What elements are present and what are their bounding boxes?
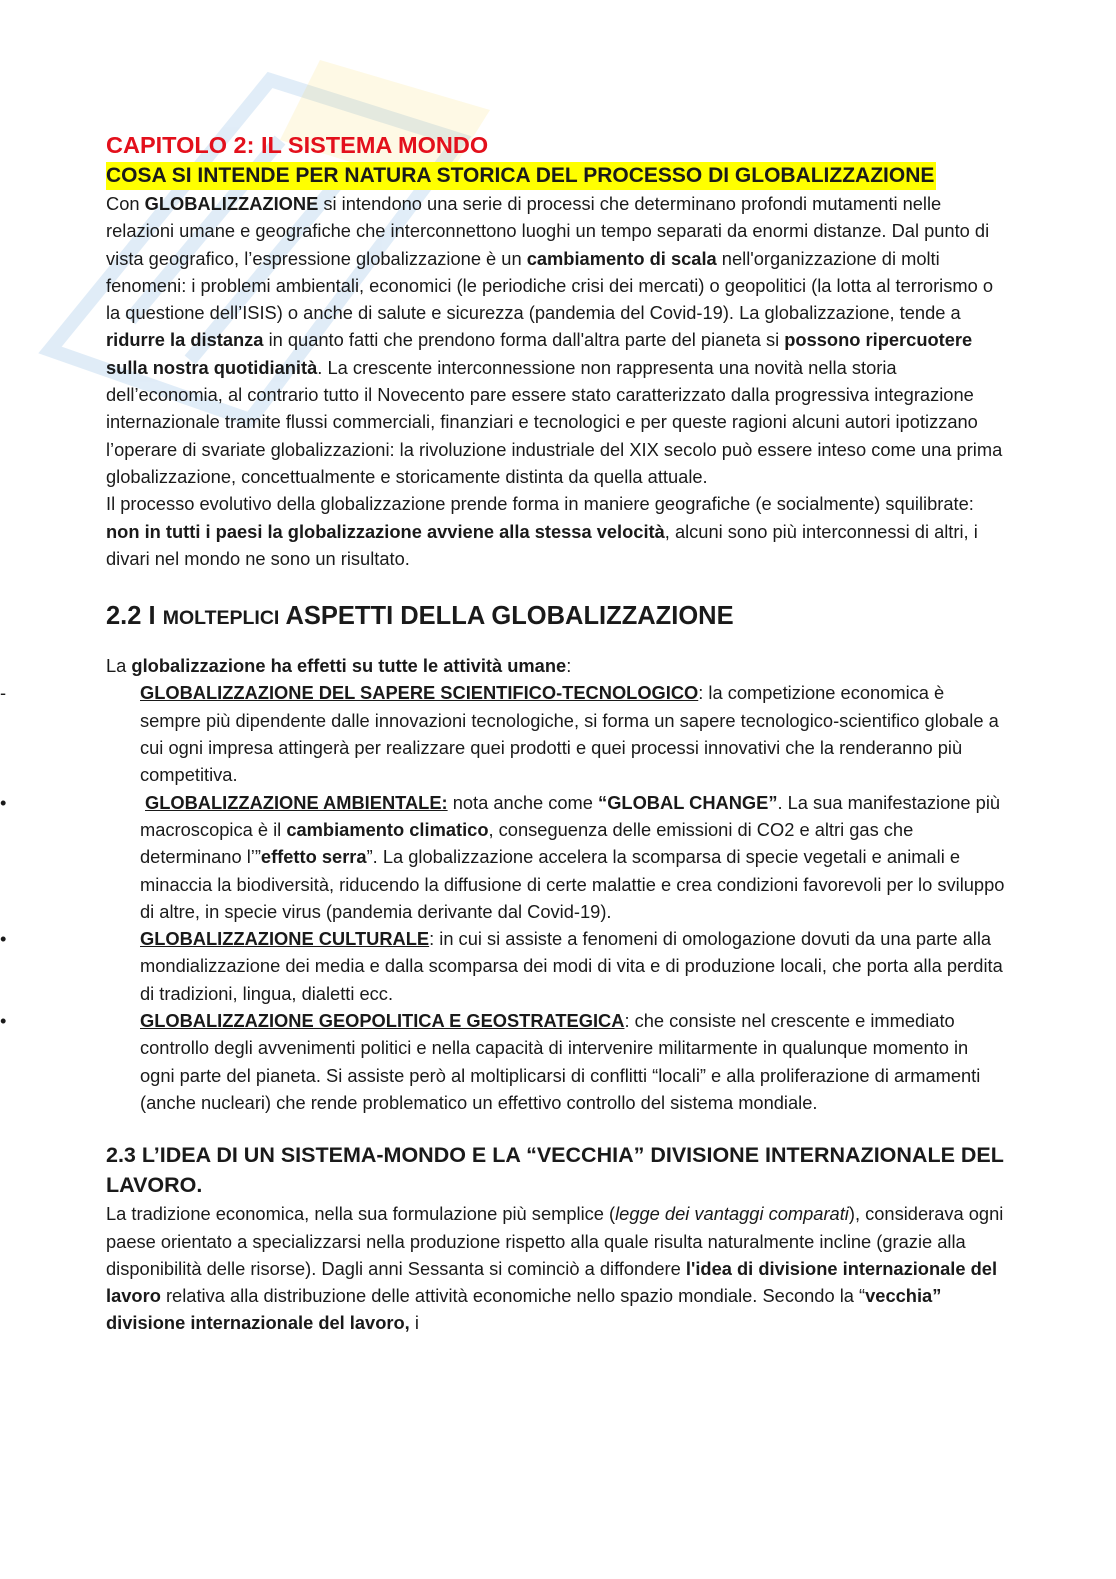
section-1-heading: COSA SI INTENDE PER NATURA STORICA DEL PROCESSO DI GLOBALIZZAZIONE — [106, 162, 936, 190]
list-item: • GLOBALIZZAZIONE CULTURALE: in cui si assiste a fenomeni di omologazione dovuti da una parte alla mondializzazione dei media e dalla scomparsa dei modi di vita e di produzione locali, che porta alla perdita di tradizioni, lingua, dialetti ecc. — [0, 925, 1006, 1007]
section-1-paragraph-1: Con GLOBALIZZAZIONE si intendono una serie di processi che determinano profondi mutamenti nelle relazioni umane e geografiche che interconnettono luoghi un tempo separati da enormi distanze. Dal punto di vista geografico, l’espressione globalizzazione è un cambiamento di scala nell'organizzazione di molti fenomeni: i problemi ambientali, economici (le periodiche crisi dei mercati) o geopolitici (la lotta al terrorismo o la questione dell’ISIS) o anche di salute e sicurezza (pandemia del Covid-19). La globalizzazione, tende a ridurre la distanza in quanto fatti che prendono forma dall'altra parte del pianeta si possono ripercuotere sulla nostra quotidianità. La crescente interconnessione non rappresenta una novità nella storia dell’economia, al contrario tutto il Novecento pare essere stato caratterizzato dalla progressiva integrazione internazionale tramite flussi commerciali, finanziari e tecnologici e per queste ragioni alcuni autori ipotizzano l’operare di svariate globalizzazioni: la rivoluzione industriale del XIX secolo può essere inteso come una prima globalizzazione, concettualmente e storicamente distinta da quella attuale. — [106, 193, 1003, 487]
section-2-heading: 2.2 I MOLTEPLICI ASPETTI DELLA GLOBALIZZAZIONE — [106, 602, 734, 631]
dash-marker: - — [0, 682, 7, 704]
section-2-intro: La globalizzazione ha effetti su tutte le attività umane: — [106, 655, 572, 677]
section-3-heading: 2.3 L’IDEA DI UN SISTEMA-MONDO E LA “VECCHIA” DIVISIONE INTERNAZIONALE DEL LAVORO. — [106, 1143, 1004, 1198]
bullet-marker: • — [0, 928, 7, 950]
chapter-title: CAPITOLO 2: IL SISTEMA MONDO — [106, 132, 489, 158]
list-item: • GLOBALIZZAZIONE GEOPOLITICA E GEOSTRATEGICA: che consiste nel crescente e immediato controllo degli avvenimenti politici e nella capacità di intervenire militarmente in qualunque momento in ogni parte del pianeta. Si assiste però al moltiplicarsi di conflitti “locali” e alla proliferazione di armamenti (anche nucleari) che rende problematico un effettivo controllo del sistema mondiale. — [0, 1007, 1006, 1116]
list-item: • GLOBALIZZAZIONE AMBIENTALE: nota anche come “GLOBAL CHANGE”. La sua manifestazione più macroscopica è il cambiamento climatico, conseguenza delle emissioni di CO2 e altri gas che determinano l’”effetto serra”. La globalizzazione accelera la scomparsa di specie vegetali e animali e minaccia la biodiversità, riducendo la diffusione di certe malattie e crea condizioni favorevoli per lo sviluppo di altre, in specie virus (pandemia derivante dal Covid-19). — [0, 789, 1006, 925]
list-item: - GLOBALIZZAZIONE DEL SAPERE SCIENTIFICO-TECNOLOGICO: la competizione economica è sempre più dipendente dalle innovazioni tecnologiche, si forma un sapere tecnologico-scientifico globale a cui ogni impresa attingerà per realizzare quei prodotti e quei processi innovativi che la renderanno più competitiva. — [0, 679, 1006, 788]
globalization-aspects-list — [0, 679, 1006, 1116]
section-1-paragraph-2: Il processo evolutivo della globalizzazione prende forma in maniere geografiche (e socialmente) squilibrate: non in tutti i paesi la globalizzazione avviene alla stessa velocità, alcuni sono più interconnessi di altri, i divari nel mondo ne sono un risultato. — [106, 493, 978, 569]
section-3-paragraph-1: La tradizione economica, nella sua formulazione più semplice (legge dei vantaggi comparati), considerava ogni paese orientato a specializzarsi nella produzione rispetto alla quale risulta naturalmente incline (grazie alla disponibilità delle risorse). Dagli anni Sessanta si cominciò a diffondere l'idea di divisione internazionale del lavoro relativa alla distribuzione delle attività economiche nello spazio mondiale. Secondo la “vecchia” divisione internazionale del lavoro, i — [106, 1203, 1004, 1334]
bullet-marker: • — [0, 791, 7, 813]
document-page — [0, 130, 1006, 1337]
bullet-marker: • — [0, 1010, 7, 1032]
